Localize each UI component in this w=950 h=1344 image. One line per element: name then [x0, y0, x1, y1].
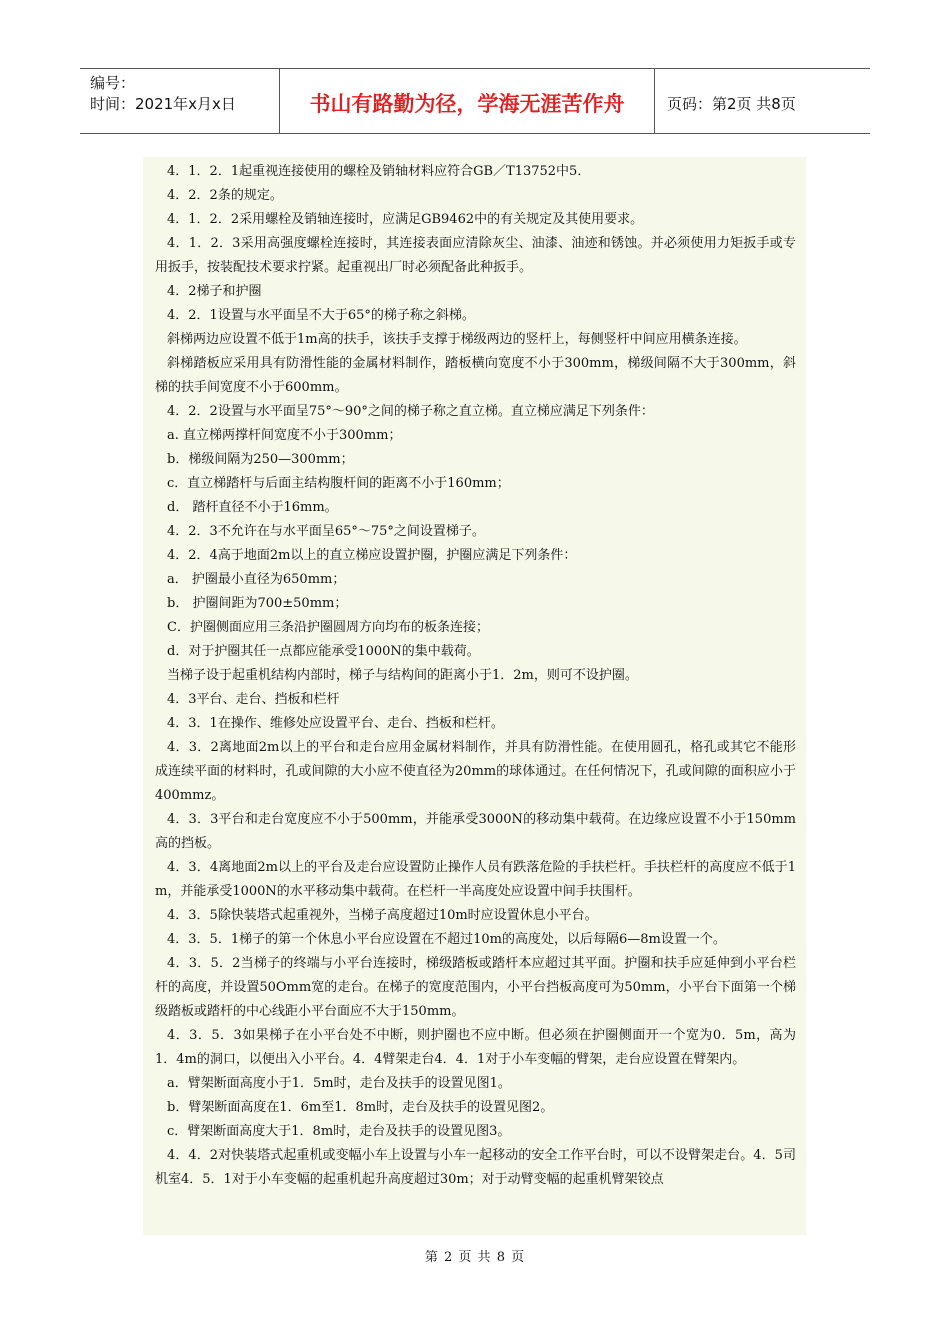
document-body: [143, 157, 806, 1235]
document-date-label: 时间：2021年x月x日: [90, 95, 236, 113]
section-heading: 4．3平台、走台、挡板和栏杆: [167, 692, 340, 707]
paragraph: 4．3．2离地面2m以上的平台和走台应用金属材料制作，并具有防滑性能。在使用圆孔，格孔或其它不能形成连续平面的材料时，孔或间隙的大小应不使直径为20mm的球体通过。在任何情况下，孔或间隙的面积应小于400mmz。: [155, 740, 796, 803]
paragraph: 4．1．2．3采用高强度螺栓连接时，其连接表面应清除灰尘、油漆、油迹和锈蚀。并必须使用力矩扳手或专用扳手，按装配技术要求拧紧。起重视出厂时必须配备此种扳手。: [155, 236, 796, 275]
paragraph: 4．2．1设置与水平面呈不大于65°的梯子称之斜梯。: [167, 308, 475, 323]
paragraph: 4．2．2设置与水平面呈75°～90°之间的梯子称之直立梯。直立梯应满足下列条件：: [167, 404, 654, 419]
paragraph: 4．2．2条的规定。: [167, 188, 283, 203]
paragraph: 斜梯两边应设置不低于1m高的扶手，该扶手支撑于梯级两边的竖杆上，每侧竖杆中间应用横条连接。: [167, 332, 747, 347]
list-item: c．直立梯踏杆与后面主结构腹杆间的距离不小于160mm；: [167, 476, 510, 491]
paragraph: 当梯子设于起重机结构内部时，梯子与结构间的距离小于1．2m，则可不设护圈。: [167, 668, 638, 683]
paragraph: 4．3．1在操作、维修处应设置平台、走台、挡板和栏杆。: [167, 716, 504, 731]
section-heading: 4．2梯子和护圈: [167, 284, 262, 299]
paragraph: 4．3．3平台和走台宽度应不小于500mm，并能承受3000N的移动集中载荷。在边缘应设置不小于150mm高的挡板。: [155, 812, 796, 851]
list-item: C．护圈侧面应用三条沿护圈圆周方向均布的板条连接；: [167, 620, 489, 635]
list-item: a．臂架断面高度小于1．5m时，走台及扶手的设置见图1。: [167, 1076, 511, 1091]
paragraph: 4．3．5除快装塔式起重视外，当梯子高度超过10m时应设置休息小平台。: [167, 908, 598, 923]
list-item: d．对于护圈其任一点都应能承受1000N的集中载荷。: [167, 644, 480, 659]
list-item: a． 护圈最小直径为650mm；: [167, 572, 346, 587]
paragraph: 4．3．5．1梯子的第一个休息小平台应设置在不超过10m的高度处，以后每隔6—8m设置一个。: [167, 932, 726, 947]
list-item: b．梯级间隔为250—300mm；: [167, 452, 354, 467]
document-number-label: 编号：: [90, 74, 136, 92]
list-item: c．臂架断面高度大于1．8m时，走台及扶手的设置见图3。: [167, 1124, 511, 1139]
header-info: [80, 69, 280, 133]
paragraph: 4．3．5．3如果梯子在小平台处不中断，则护圈也不应中断。但必须在护圈侧面开一个宽为0．5m，高为1．4m的洞口，以便出入小平台。4．4臂架走台4．4．1对于小车变幅的臂架，走台应设置在臂架内。: [155, 1028, 796, 1067]
list-item: d． 踏杆直径不小于16mm。: [167, 500, 338, 515]
page-footer: 第 2 页 共 8 页: [424, 1250, 526, 1265]
header-page-number: 页码：第2页 共8页: [667, 94, 796, 113]
paragraph: 4．1．2．1起重视连接使用的螺栓及销轴材料应符合GB／T13752中5．: [167, 164, 591, 179]
list-item: a. 直立梯两撑杆间宽度不小于300mm；: [167, 428, 402, 443]
paragraph: 4．2．3不允许在与水平面呈65°～75°之间设置梯子。: [167, 524, 485, 539]
paragraph: 4．4．2对快装塔式起重机或变幅小车上设置与小车一起移动的安全工作平台时，可以不设臂架走台。4．5司机室4．5．1对于小车变幅的起重机起升高度超过30m；对于动臂变幅的起重机臂架铰点: [155, 1148, 796, 1187]
paragraph: 4．1．2．2采用螺栓及销轴连接时，应满足GB9462中的有关规定及其使用要求。: [167, 212, 644, 227]
paragraph: 4．2．4高于地面2m以上的直立梯应设置护圈，护圈应满足下列条件：: [167, 548, 577, 563]
page-header: [80, 68, 870, 134]
paragraph: 4．3．4离地面2m以上的平台及走台应设置防止操作人员有跌落危险的手扶栏杆。手扶栏杆的高度应不低于1m，并能承受1000N的水平移动集中载荷。在栏杆一半高度处应设置中间手扶围杆。: [155, 860, 796, 899]
list-item: b． 护圈间距为700±50mm；: [167, 596, 348, 611]
list-item: b．臂架断面高度在1．6m至1．8m时，走台及扶手的设置见图2。: [167, 1100, 554, 1115]
header-motto: 书山有路勤为径，学海无涯苦作舟: [280, 69, 655, 133]
paragraph: 4．3．5．2当梯子的终端与小平台连接时，梯级踏板或踏杆本应超过其平面。护圈和扶手应延伸到小平台栏杆的高度，并设置50Omm宽的走台。在梯子的宽度范围内，小平台挡板高度可为50mm，小平台下面第一个梯级踏板或踏杆的中心线距小平台面应不大于150mm。: [155, 956, 796, 1019]
paragraph: 斜梯踏板应采用具有防滑性能的金属材料制作，踏板横向宽度不小于300mm，梯级间隔不大于300mm，斜梯的扶手间宽度不小于600mm。: [155, 356, 796, 395]
